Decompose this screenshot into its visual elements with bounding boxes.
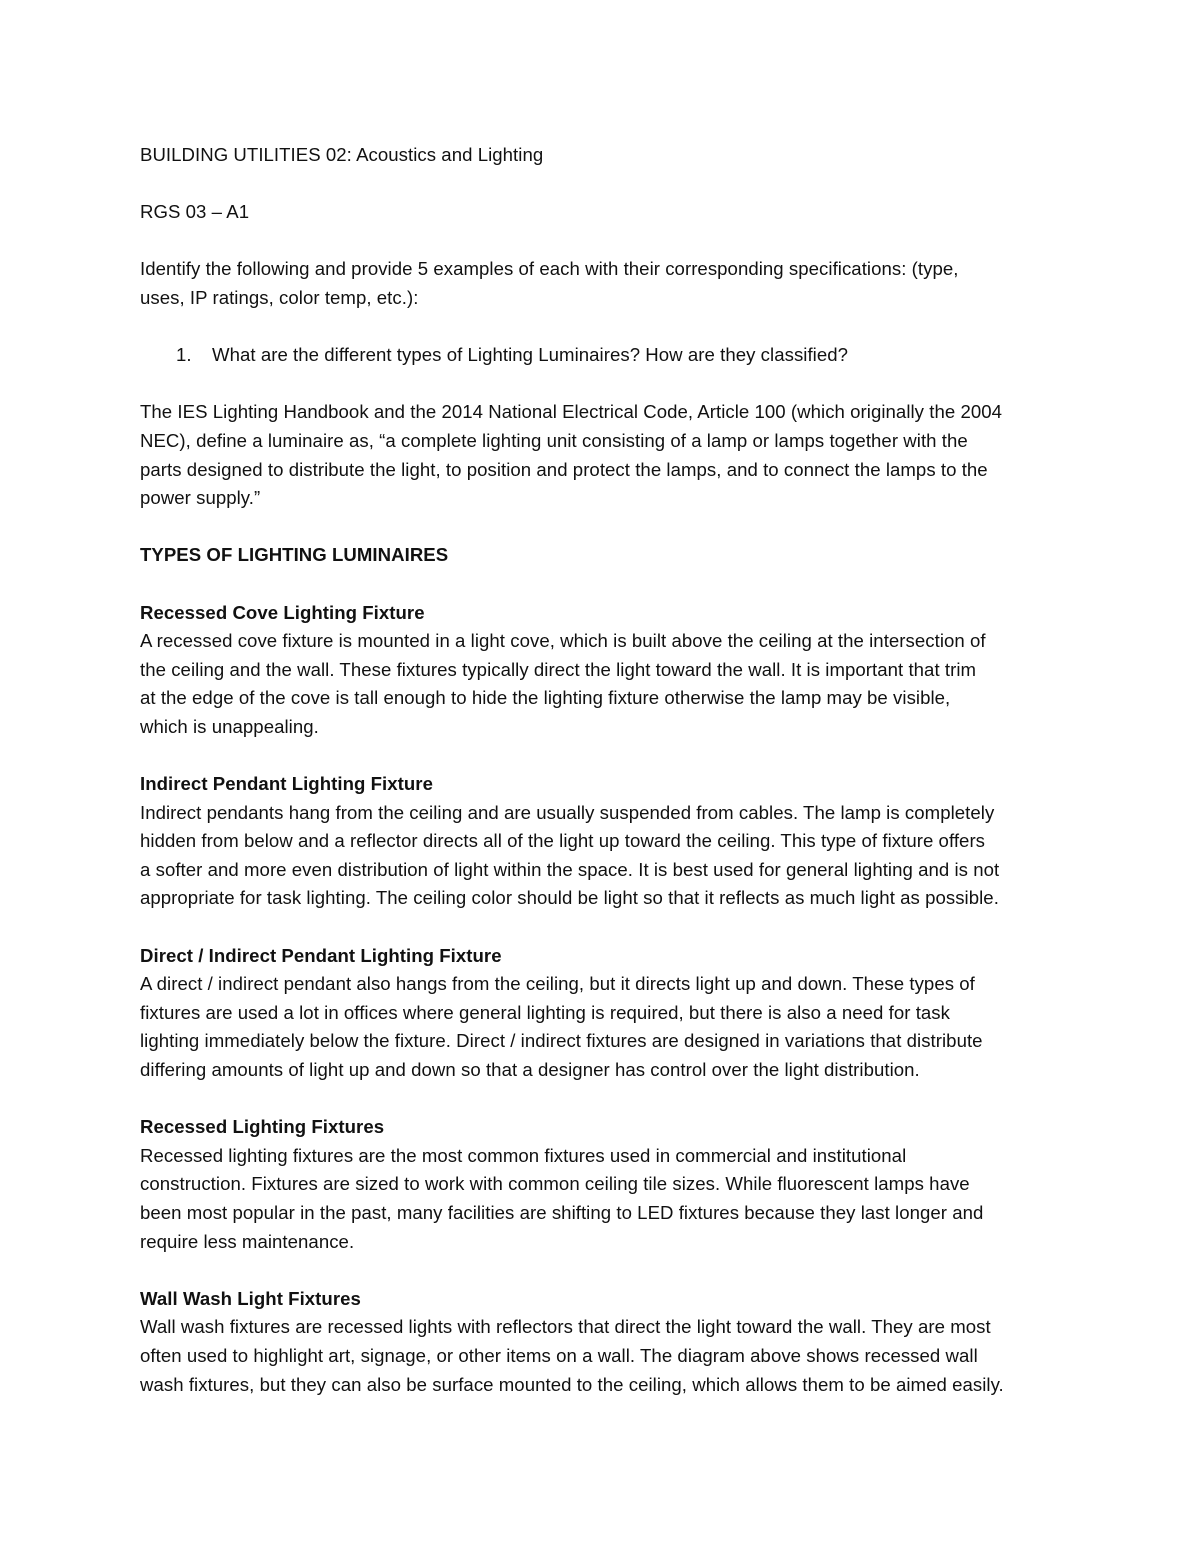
paragraph-line: been most popular in the past, many facilities are shifting to LED fixtures because they last longer and [140, 1201, 984, 1223]
subsection-heading: Recessed Lighting Fixtures [140, 1116, 385, 1138]
document-body [140, 141, 1065, 1399]
paragraph-line: often used to highlight art, signage, or other items on a wall. The diagram above shows recessed wall [140, 1344, 978, 1366]
paragraph-line: parts designed to distribute the light, to position and protect the lamps, and to connect the lamps to the [140, 458, 988, 480]
paragraph-line: lighting immediately below the fixture. Direct / indirect fixtures are designed in variations that distribute [140, 1030, 983, 1052]
paragraph-line: NEC), define a luminaire as, “a complete lighting unit consisting of a lamp or lamps together with the [140, 429, 968, 451]
paragraph-line: differing amounts of light up and down so that a designer has control over the light distribution. [140, 1059, 920, 1080]
section-recessed-cove [140, 599, 1065, 742]
paragraph-line: require less maintenance. [140, 1230, 355, 1252]
subsection-heading: Recessed Cove Lighting Fixture [140, 601, 425, 623]
paragraph-line: Wall wash fixtures are recessed lights with reflectors that direct the light toward the wall. They are most [140, 1316, 991, 1338]
subsection-heading: Direct / Indirect Pendant Lighting Fixture [140, 944, 502, 966]
paragraph-line: the ceiling and the wall. These fixtures typically direct the light toward the wall. It is important that trim [140, 658, 977, 680]
paragraph-line: Recessed lighting fixtures are the most common fixtures used in commercial and institutional [140, 1144, 907, 1166]
section-recessed-lighting [140, 1113, 1065, 1256]
paragraph-line: power supply.” [140, 487, 261, 509]
paragraph-line: appropriate for task lighting. The ceiling color should be light so that it reflects as much light as possible. [140, 887, 999, 909]
section-wall-wash [140, 1285, 1065, 1399]
paragraph-line: A direct / indirect pendant also hangs from the ceiling, but it directs light up and down. These types of [140, 973, 975, 995]
paragraph-line: a softer and more even distribution of light within the space. It is best used for general lighting and is not [140, 858, 1000, 880]
intro-paragraph [140, 398, 1065, 512]
subsection-heading: Indirect Pendant Lighting Fixture [140, 773, 433, 795]
instructions [140, 255, 1065, 312]
paragraph-line: construction. Fixtures are sized to work with common ceiling tile sizes. While fluorescent lamps have [140, 1173, 970, 1195]
section-heading: TYPES OF LIGHTING LUMINAIRES [140, 544, 449, 566]
question-number: 1. [176, 344, 192, 366]
paragraph-line: which is unappealing. [140, 715, 319, 737]
instruction-line: uses, IP ratings, color temp, etc.): [140, 286, 419, 308]
section-direct-indirect-pendant [140, 942, 1065, 1085]
course-title: BUILDING UTILITIES 02: Acoustics and Lighting [140, 144, 544, 165]
paragraph-line: wash fixtures, but they can also be surface mounted to the ceiling, which allows them to be aimed easily. [140, 1373, 1004, 1395]
paragraph-line: hidden from below and a reflector directs all of the light up toward the ceiling. This type of fixture offers [140, 830, 986, 852]
paragraph-line: The IES Lighting Handbook and the 2014 National Electrical Code, Article 100 (which originally the 2004 [140, 401, 1003, 423]
instruction-line: Identify the following and provide 5 examples of each with their corresponding specifications: (type, [140, 258, 959, 280]
assignment-code: RGS 03 – A1 [140, 201, 250, 223]
section-indirect-pendant [140, 770, 1065, 913]
question-text: What are the different types of Lighting Luminaires? How are they classified? [212, 344, 849, 366]
question-item [140, 341, 1065, 370]
paragraph-line: fixtures are used a lot in offices where general lighting is required, but there is also a need for task [140, 1001, 951, 1023]
paragraph-line: A recessed cove fixture is mounted in a light cove, which is built above the ceiling at the intersection of [140, 630, 986, 652]
subsection-heading: Wall Wash Light Fixtures [140, 1287, 361, 1309]
paragraph-line: at the edge of the cove is tall enough to hide the lighting fixture otherwise the lamp may be visible, [140, 687, 951, 709]
paragraph-line: Indirect pendants hang from the ceiling and are usually suspended from cables. The lamp is completely [140, 801, 995, 823]
